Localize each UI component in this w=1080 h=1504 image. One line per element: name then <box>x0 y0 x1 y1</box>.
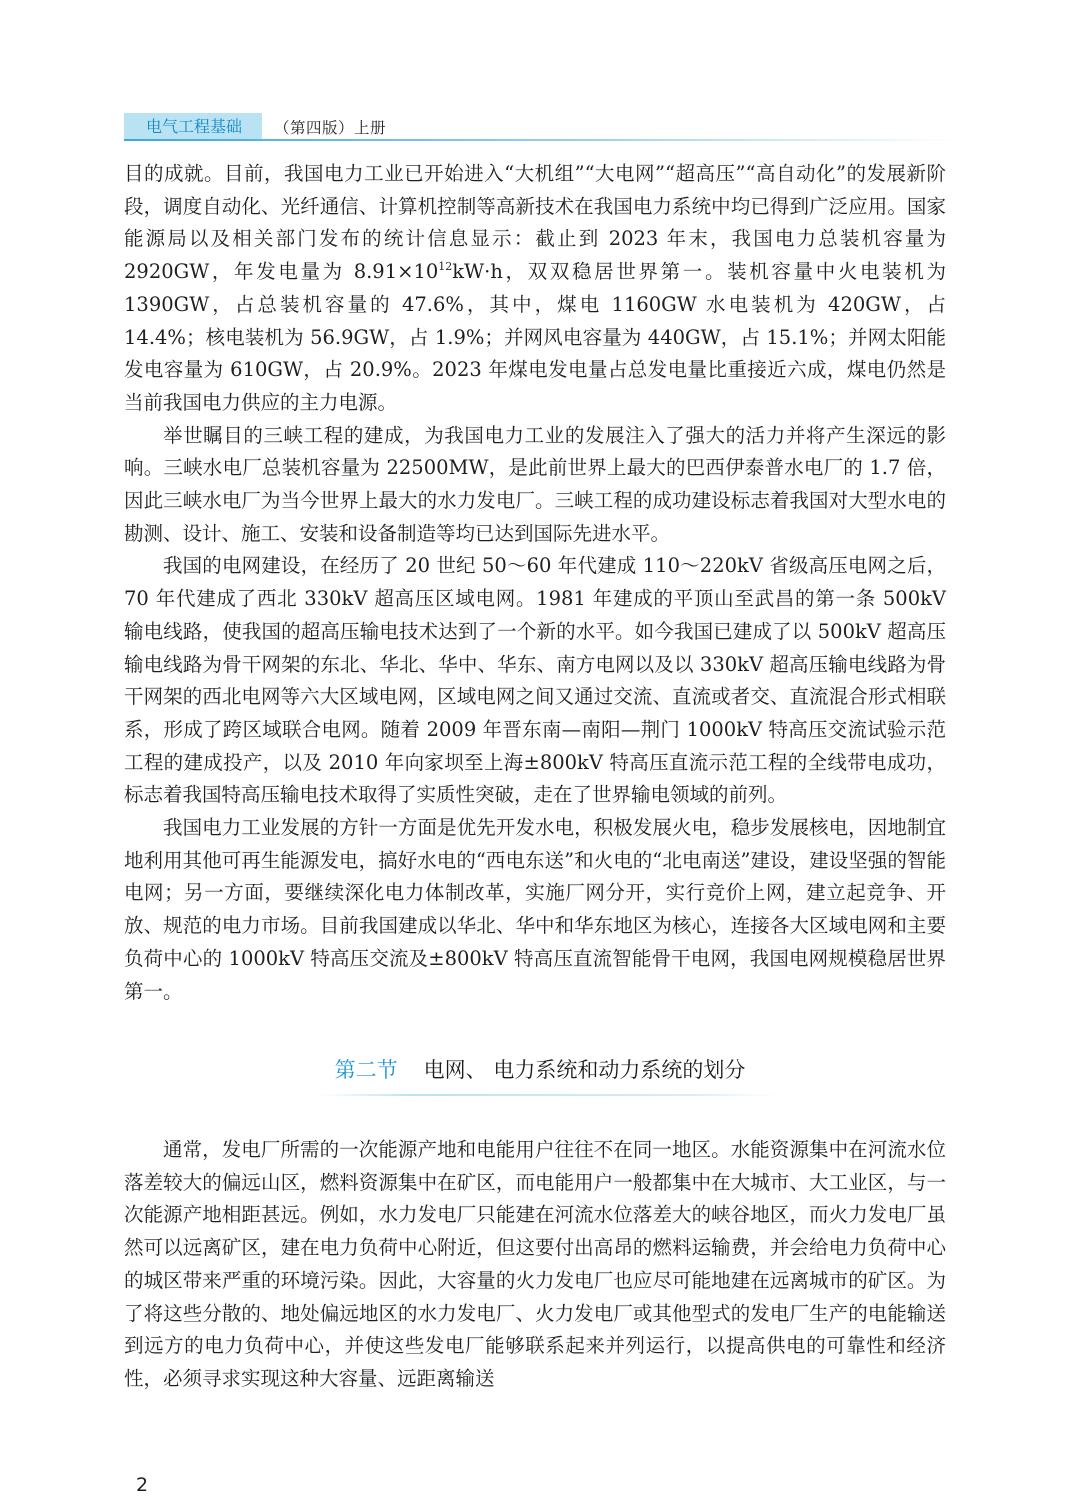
paragraph-3: 我国的电网建设，在经历了 20 世纪 50～60 年代建成 110～220kV 省级高压电网之后，70 年代建成了西北 330kV 超高压区域电网。1981 年建成的平顶山至武昌的第一条 500kV 输电线路，使我国的超高压输电技术达到了一个新的水平。如今我国已建成了以 500kV 超高压输电线路为骨干网架的东北、华北、华中、华东、南方电网以及以 330kV 超高压输电线路为骨干网架的西北电网等六大区域电网，区域电网之间又通过交流、直流或者交、直流混合形式相联系，形成了跨区域联合电网。随着 2009 年晋东南—南阳—荆门 1000kV 特高压交流试验示范工程的建成投产，以及 2010 年向家坝至上海±800kV 特高压直流示范工程的全线带电成功，标志着我国特高压输电技术取得了实质性突破，走在了世界输电领域的前列。 <box>124 554 946 807</box>
paragraph-5: 通常，发电厂所需的一次能源产地和电能用户往往不在同一地区。水能资源集中在河流水位落差较大的偏远山区，燃料资源集中在矿区，而电能用户一般都集中在大城市、大工业区，与一次能源产地相距甚远。例如，水力发电厂只能建在河流水位落差大的峡谷地区，而火力发电厂虽然可以远离矿区，建在电力负荷中心附近，但这要付出高昂的燃料运输费，并会给电力负荷中心的城区带来严重的环境污染。因此，大容量的火力发电厂也应尽可能地建在远离城市的矿区。为了将这些分散的、地处偏远地区的水力发电厂、火力发电厂或其他型式的发电厂生产的电能输送到远方的电力负荷中心，并使这些发电厂能够联系起来并列运行，以提高供电的可靠性和经济性，必须寻求实现这种大容量、远距离输送 <box>124 1138 946 1390</box>
body-text-top <box>124 158 946 1008</box>
book-edition: （第四版）上册 <box>274 119 387 137</box>
page-number: 2 <box>136 1474 149 1496</box>
section-number: 第二节 <box>334 1058 398 1082</box>
body-text-bottom <box>124 1134 946 1396</box>
paragraph-1: 目的成就。目前，我国电力工业已开始进入“大机组”“大电网”“超高压”“高自动化”的发展新阶段，调度自动化、光纤通信、计算机控制等高新技术在我国电力系统中均已得到广泛应用。国家能源局以及相关部门发布的统计信息显示：截止到 2023 年末，我国电力总装机容量为 2920GW，年发电量为 $8.91\times 10^{12}kW\cdot h$，双双稳居世界第一。装机容量中火电装机为 1390GW，占总装机容量的 47.6%，其中，煤电 1160GW 水电装机为 420GW，占 14.4%；核电装机为 56.9GW，占 1.9%；并网风电容量为 440GW，占 15.1%；并网太阳能发电容量为 610GW，占 20.9%。2023 年煤电发电量占总发电量比重接近六成，煤电仍然是当前我国电力供应的主力电源。 <box>124 162 946 414</box>
running-head <box>124 112 386 142</box>
section-heading <box>124 1052 956 1088</box>
exponent: 12 <box>438 260 453 274</box>
section-title: 电网、 电力系统和动力系统的划分 <box>423 1058 746 1082</box>
paragraph-4: 我国电力工业发展的方针一方面是优先开发水电，积极发展火电，稳步发展核电，因地制宜地利用其他可再生能源发电，搞好水电的“西电东送”和火电的“北电南送”建设，建设坚强的智能电网；另一方面，要继续深化电力体制改革，实施厂网分开，实行竞价上网，建立起竞争、开放、规范的电力市场。目前我国建成以华北、华中和华东地区为核心，连接各大区域电网和主要负荷中心的 1000kV 特高压交流及±800kV 特高压直流智能骨干电网，我国电网规模稳居世界第一。 <box>124 816 946 1003</box>
section-rule <box>318 1094 778 1096</box>
paragraph-2: 举世瞩目的三峡工程的建成，为我国电力工业的发展注入了强大的活力并将产生深远的影响。三峡水电厂总装机容量为 22500MW，是此前世界上最大的巴西伊泰普水电厂的 1.7 倍，因此三峡水电厂为当今世界上最大的水力发电厂。三峡工程的成功建设标志着我国对大型水电的勘测、设计、施工、安装和设备制造等均已达到国际先进水平。 <box>124 423 946 545</box>
book-title: 电气工程基础 <box>124 113 262 141</box>
header-rule <box>124 139 956 141</box>
